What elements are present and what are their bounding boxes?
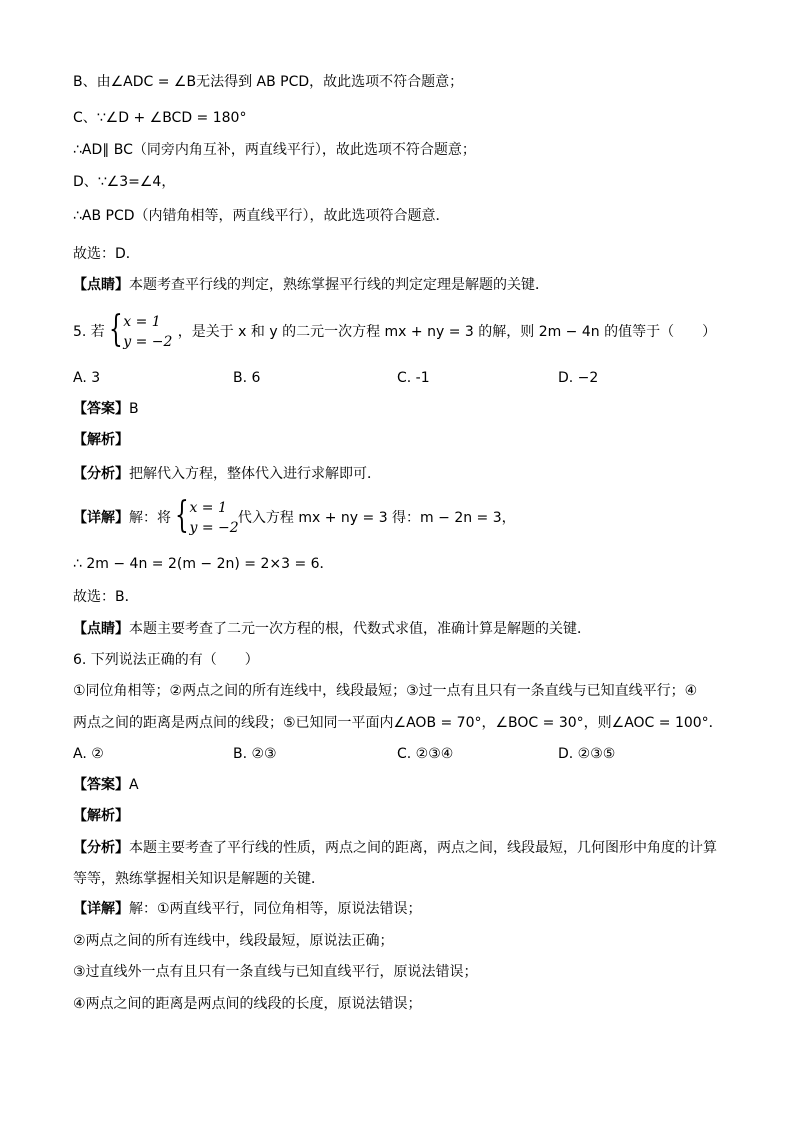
fenxi-tag: 【分析】 [73,840,129,856]
q5-stem-text: ，是关于 x 和 y 的二元一次方程 mx + ny = 3 的解，则 2m − 4n 的值等于（ ） [177,324,717,340]
answer-value: A [129,777,139,793]
q6-detail-3: ③过直线外一点有且只有一条直线与已知直线平行，原说法错误； [73,964,478,980]
q6-option-b: B. ②③ [233,746,277,762]
q5-option-d: D. −2 [558,370,599,386]
q5-number: 5. 若 [73,324,105,340]
q6-option-d: D. ②③⑤ [558,746,616,762]
option-d-conclusion: ∴AB PCD（内错角相等，两直线平行），故此选项符合题意． [73,208,450,224]
option-c-premise: C、∵∠D + ∠BCD = 180° [73,110,247,126]
q6-statements-line2: 两点之间的距离是两点间的线段；⑤已知同一平面内∠AOB = 70°，∠BOC = 30°，则∠AOC = 100°． [73,715,723,731]
detail-post: 代入方程 mx + ny = 3 得：m − 2n = 3， [237,510,516,526]
option-d-premise: D、∵∠3=∠4， [73,174,176,190]
q5-comment [73,619,591,639]
q6-option-c: C. ②③④ [397,746,454,762]
detail-pre: 解：将 [129,510,171,526]
comment-tag: 【点睛】 [73,621,129,637]
comment-text: 本题考查平行线的判定，熟练掌握平行线的判定定理是解题的关键． [129,277,549,293]
q4-comment [73,275,549,295]
eq-y: y = −2 [123,334,173,350]
q6-analysis-tag: 【解析】 [73,808,129,824]
comment-text: 本题主要考查了二元一次方程的根，代数式求值，准确计算是解题的关键． [129,621,591,637]
q5-option-a: A. 3 [73,370,101,386]
q5-option-c: C. -1 [397,370,430,386]
brace-icon: { [109,309,124,350]
system-equations [189,498,238,538]
option-b-explanation: B、由∠ADC = ∠B无法得到 AB PCD，故此选项不符合题意； [73,74,464,90]
fenxi-text: 本题主要考查了平行线的性质，两点之间的距离，两点之间，线段最短，几何图形中角度的计算 [129,840,717,856]
q4-choice: 故选：D． [73,246,140,262]
option-c-conclusion: ∴AD∥ BC（同旁内角互补，两直线平行），故此选项不符合题意； [73,142,476,158]
q5-answer [73,399,139,419]
q6-stem: 6. 下列说法正确的有（ ） [73,652,259,668]
detail-equation-system [175,495,239,538]
q5-analysis-tag: 【解析】 [73,432,129,448]
q6-detail-2: ②两点之间的所有连线中，线段最短，原说法正确； [73,933,394,949]
q6-fenxi-line2: 等等，熟练掌握相关知识是解题的关键． [73,871,325,887]
q5-choice: 故选：B． [73,589,139,605]
fenxi-tag: 【分析】 [73,466,129,482]
eq-y: y = −2 [189,520,239,536]
q5-equation-system [109,309,173,352]
q5-option-b: B. 6 [233,370,261,386]
q6-statements-line1: ①同位角相等；②两点之间的所有连线中，线段最短；③过一点有且只有一条直线与已知直线平行；④ [73,683,698,699]
answer-value: B [129,401,139,417]
detail-text: 解：①两直线平行，同位角相等，原说法错误； [129,901,422,917]
detail-tag: 【详解】 [73,510,129,526]
q5-fenxi [73,464,381,484]
q5-calculation: ∴ 2m − 4n = 2(m − 2n) = 2×3 = 6． [73,556,334,572]
eq-x: x = 1 [123,314,161,330]
q6-option-a: A. ② [73,746,104,762]
fenxi-text: 把解代入方程，整体代入进行求解即可． [129,466,381,482]
answer-tag: 【答案】 [73,401,129,417]
system-equations [123,312,172,352]
q6-detail-4: ④两点之间的距离是两点间的线段的长度，原说法错误； [73,996,422,1012]
q5-detail [73,495,516,538]
comment-tag: 【点睛】 [73,277,129,293]
eq-x: x = 1 [189,500,227,516]
q6-answer [73,775,139,795]
answer-tag: 【答案】 [73,777,129,793]
q6-detail-1 [73,899,422,919]
q5-stem [73,309,717,352]
q6-fenxi-line1 [73,838,717,858]
detail-tag: 【详解】 [73,901,129,917]
brace-icon: { [175,495,190,536]
